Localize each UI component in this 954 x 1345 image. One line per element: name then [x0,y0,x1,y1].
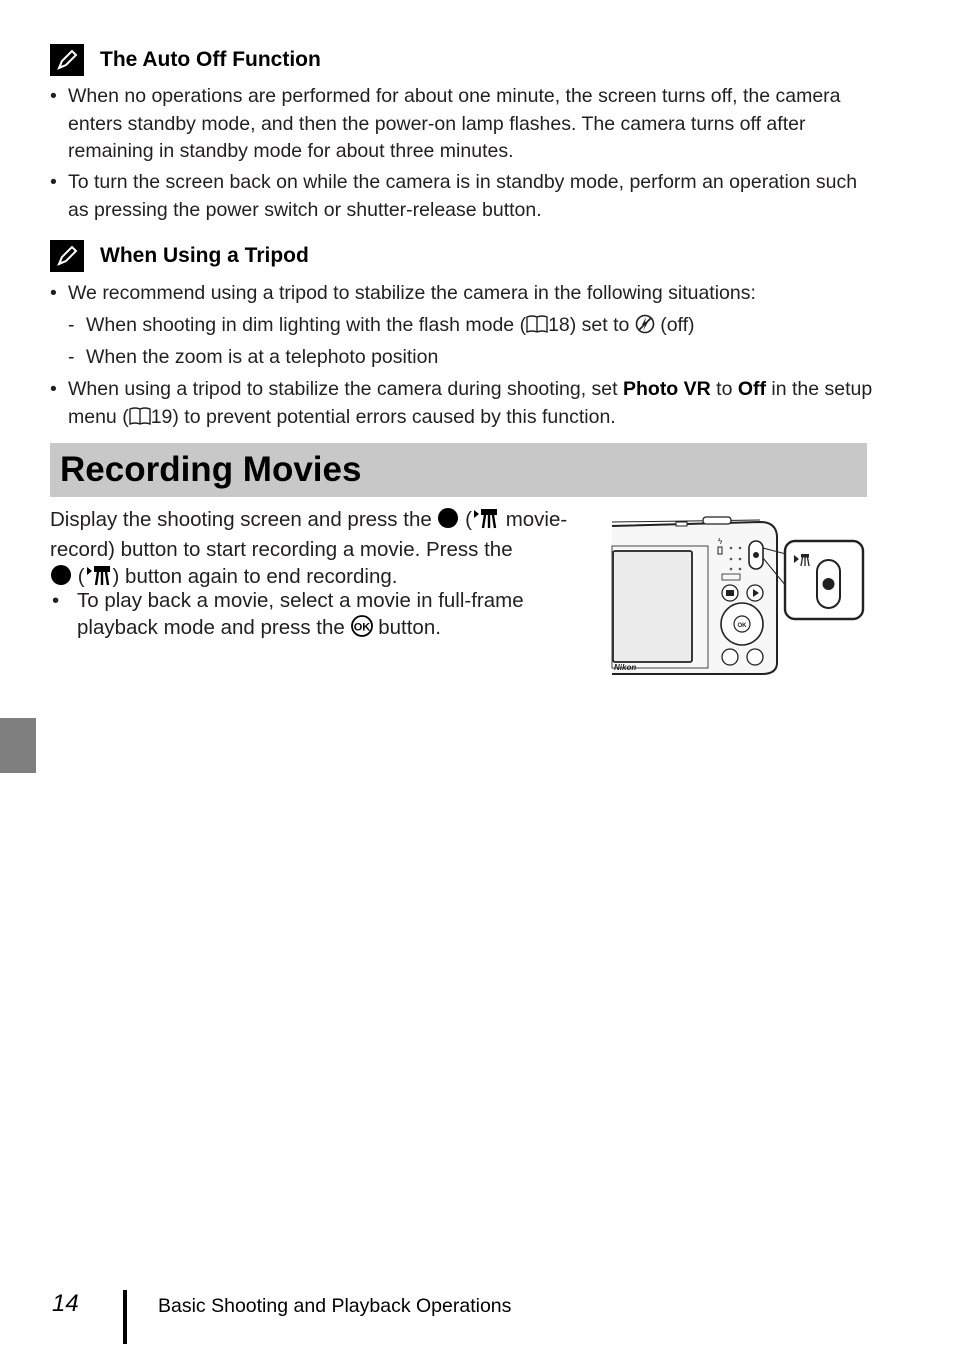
auto-off-bullet-1: • When no operations are performed for about one minute, the screen turns off, the camera enters standby mode, and then the power-on lamp flashes. The camera turns off after remaining in standby mode for about three minutes. [50,83,880,166]
movie-camera-icon [472,507,500,536]
page-number: 14 [52,1290,79,1317]
note-auto-off-header [50,44,321,76]
tripod-subitem-1-text: When shooting in dim lighting with the flash mode ( [86,314,527,336]
auto-off-bullet-2: • To turn the screen back on while the camera is in standby mode, perform an operation such as pressing the power switch or shutter-release button. [50,169,880,224]
tripod-subitem-1-ref: 18) set to [548,314,630,336]
note-auto-off-title: The Auto Off Function [100,48,321,71]
book-reference-icon [526,314,548,343]
note-tripod-header [50,240,309,272]
recording-movies-paragraph: Display the shooting screen and press the ( movie-record) button to start recording a movie. Press the ( ) button again to end recording. [50,506,605,593]
record-button-icon [437,507,459,536]
camera-back-illustration [610,514,870,684]
tripod-bullet-2-a: When using a tripod to stabilize the camera during shooting, set [68,378,623,400]
svg-text:ϟ: ϟ [718,537,723,546]
svg-text:OK: OK [353,621,370,634]
note-pencil-icon [50,44,84,76]
paragraph-part-c: ) button again to end recording. [112,565,398,588]
section-title: Recording Movies [60,450,362,489]
off-label: Off [737,378,766,400]
tripod-subitem-2: - When the zoom is at a telephoto position [68,346,439,368]
footer-divider [123,1290,127,1344]
tripod-bullet-2-f: 19) to prevent potential errors caused by this function. [150,405,616,428]
book-reference-icon [129,406,151,435]
ok-button-icon [351,615,373,644]
paragraph-part-b: movie-record) button to start recording a movie. Press the [50,508,568,561]
footer-section-name: Basic Shooting and Playback Operations [158,1295,512,1317]
tripod-bullet-2-c: to [710,378,738,400]
tripod-bullet-2-e: in the setup menu ( [68,378,873,428]
flash-off-icon [635,314,655,343]
tripod-subitem-1-off: (off) [660,314,695,336]
tripod-bullet-1: • We recommend using a tripod to stabilize the camera in the following situations: [50,280,880,308]
svg-text:OK: OK [737,623,747,629]
playback-bullet-b: button. [378,616,441,639]
playback-bullet [50,587,605,644]
note-pencil-icon [50,240,84,272]
tripod-bullet-2 [50,376,880,434]
tripod-subitem-1: - When shooting in dim lighting with the flash mode ( 18) set to (off) [68,312,695,343]
playback-bullet-a: To play back a movie, select a movie in full-frame playback mode and press the [77,589,524,639]
photo-vr-label: Photo VR [622,378,711,400]
note-tripod-title: When Using a Tripod [100,244,309,267]
section-heading-band [50,443,867,497]
camera-brand-text: Nikon [614,663,637,672]
tripod-subitem-2-text: When the zoom is at a telephoto position [86,346,439,368]
chapter-side-tab [0,718,36,773]
paragraph-part-a: Display the shooting screen and press the [50,508,432,531]
